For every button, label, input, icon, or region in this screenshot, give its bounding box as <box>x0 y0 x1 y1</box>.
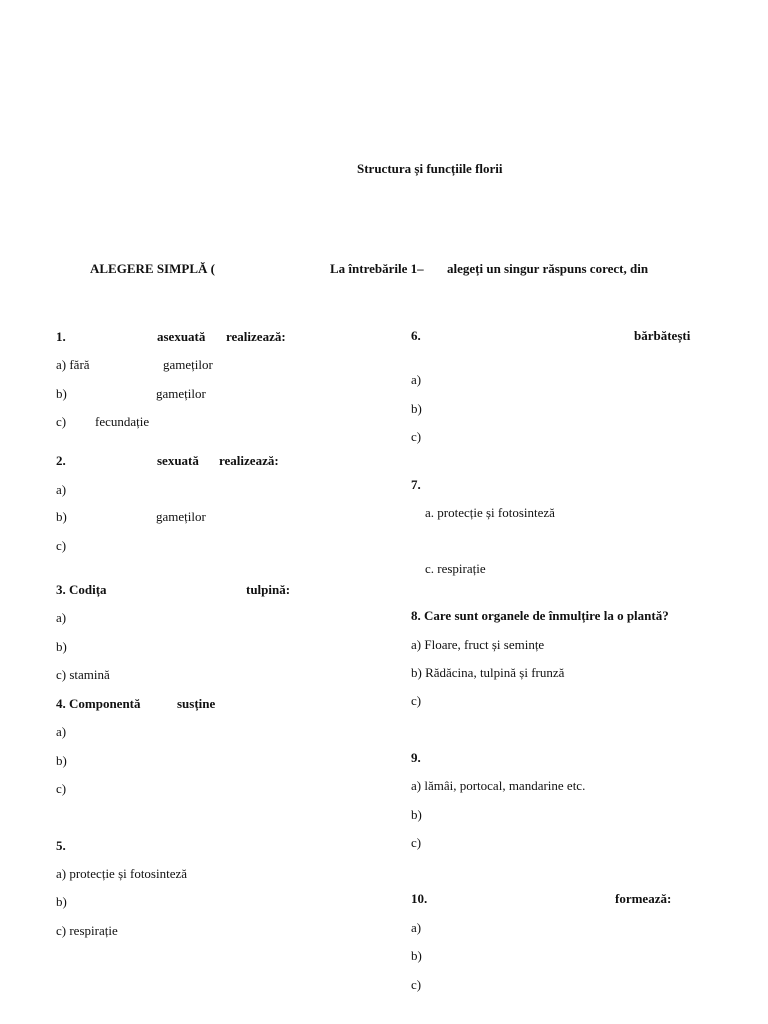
question-text: sexuată <box>157 453 199 468</box>
answer-option: a. protecție și fotosinteză <box>425 505 555 520</box>
answer-option: b) <box>56 509 67 524</box>
answer-text: gameților <box>163 357 213 372</box>
answer-option: c) stamină <box>56 667 110 682</box>
question-number: 6. <box>411 328 421 343</box>
question-number: 4. Componentă <box>56 696 141 711</box>
question-number: 2. <box>56 453 66 468</box>
answer-option: c) respirație <box>56 923 118 938</box>
question-text: realizează: <box>226 329 286 344</box>
answer-option: b) <box>56 753 67 768</box>
answer-option: a) lămâi, portocal, mandarine etc. <box>411 778 586 793</box>
question-number: 10. <box>411 891 428 906</box>
answer-option: c) <box>56 781 67 796</box>
question-text: susține <box>177 696 216 711</box>
answer-option: b) <box>411 807 422 822</box>
answer-option: b) <box>56 386 67 401</box>
answer-option: a) <box>411 372 422 387</box>
question-number: 7. <box>411 477 421 492</box>
answer-text: fecundație <box>95 414 150 429</box>
question-number: 3. Codița <box>56 582 107 597</box>
answer-option: a) Floare, fruct și semințe <box>411 637 545 652</box>
answer-option: a) <box>56 724 67 739</box>
instructions-text: La întrebările 1– <box>330 261 424 276</box>
question-number: 9. <box>411 750 421 765</box>
answer-option: b) Rădăcina, tulpină și frunză <box>411 665 565 680</box>
answer-option: c. respirație <box>425 561 486 576</box>
answer-option: b) <box>56 639 67 654</box>
answer-option: c) <box>411 835 422 850</box>
question-text: tulpină: <box>246 582 291 597</box>
instructions-text: alegeți un singur răspuns corect, din <box>447 261 649 276</box>
question-number: 8. Care sunt organele de înmulțire la o plantă? <box>411 608 669 623</box>
page-title: Structura și funcțiile florii <box>357 161 503 176</box>
answer-option: c) <box>411 977 422 992</box>
answer-option: b) <box>411 948 422 963</box>
answer-option: a) <box>56 610 67 625</box>
answer-option: a) <box>56 482 67 497</box>
answer-option: c) <box>56 538 67 553</box>
question-text: asexuată <box>157 329 206 344</box>
answer-option: a) <box>411 920 422 935</box>
answer-text: gameților <box>156 386 206 401</box>
instructions-label: ALEGERE SIMPLĂ ( <box>90 261 215 276</box>
answer-option: c) <box>411 429 422 444</box>
question-text: bărbătești <box>634 328 691 343</box>
question-text: formează: <box>615 891 672 906</box>
question-text: realizează: <box>219 453 279 468</box>
answer-option: b) <box>411 401 422 416</box>
answer-option: b) <box>56 894 67 909</box>
answer-option: c) <box>411 693 422 708</box>
answer-option: c) <box>56 414 67 429</box>
answer-option: a) fără <box>56 357 90 372</box>
question-number: 5. <box>56 838 66 853</box>
answer-text: gameților <box>156 509 206 524</box>
question-number: 1. <box>56 329 66 344</box>
answer-option: a) protecție și fotosinteză <box>56 866 188 881</box>
